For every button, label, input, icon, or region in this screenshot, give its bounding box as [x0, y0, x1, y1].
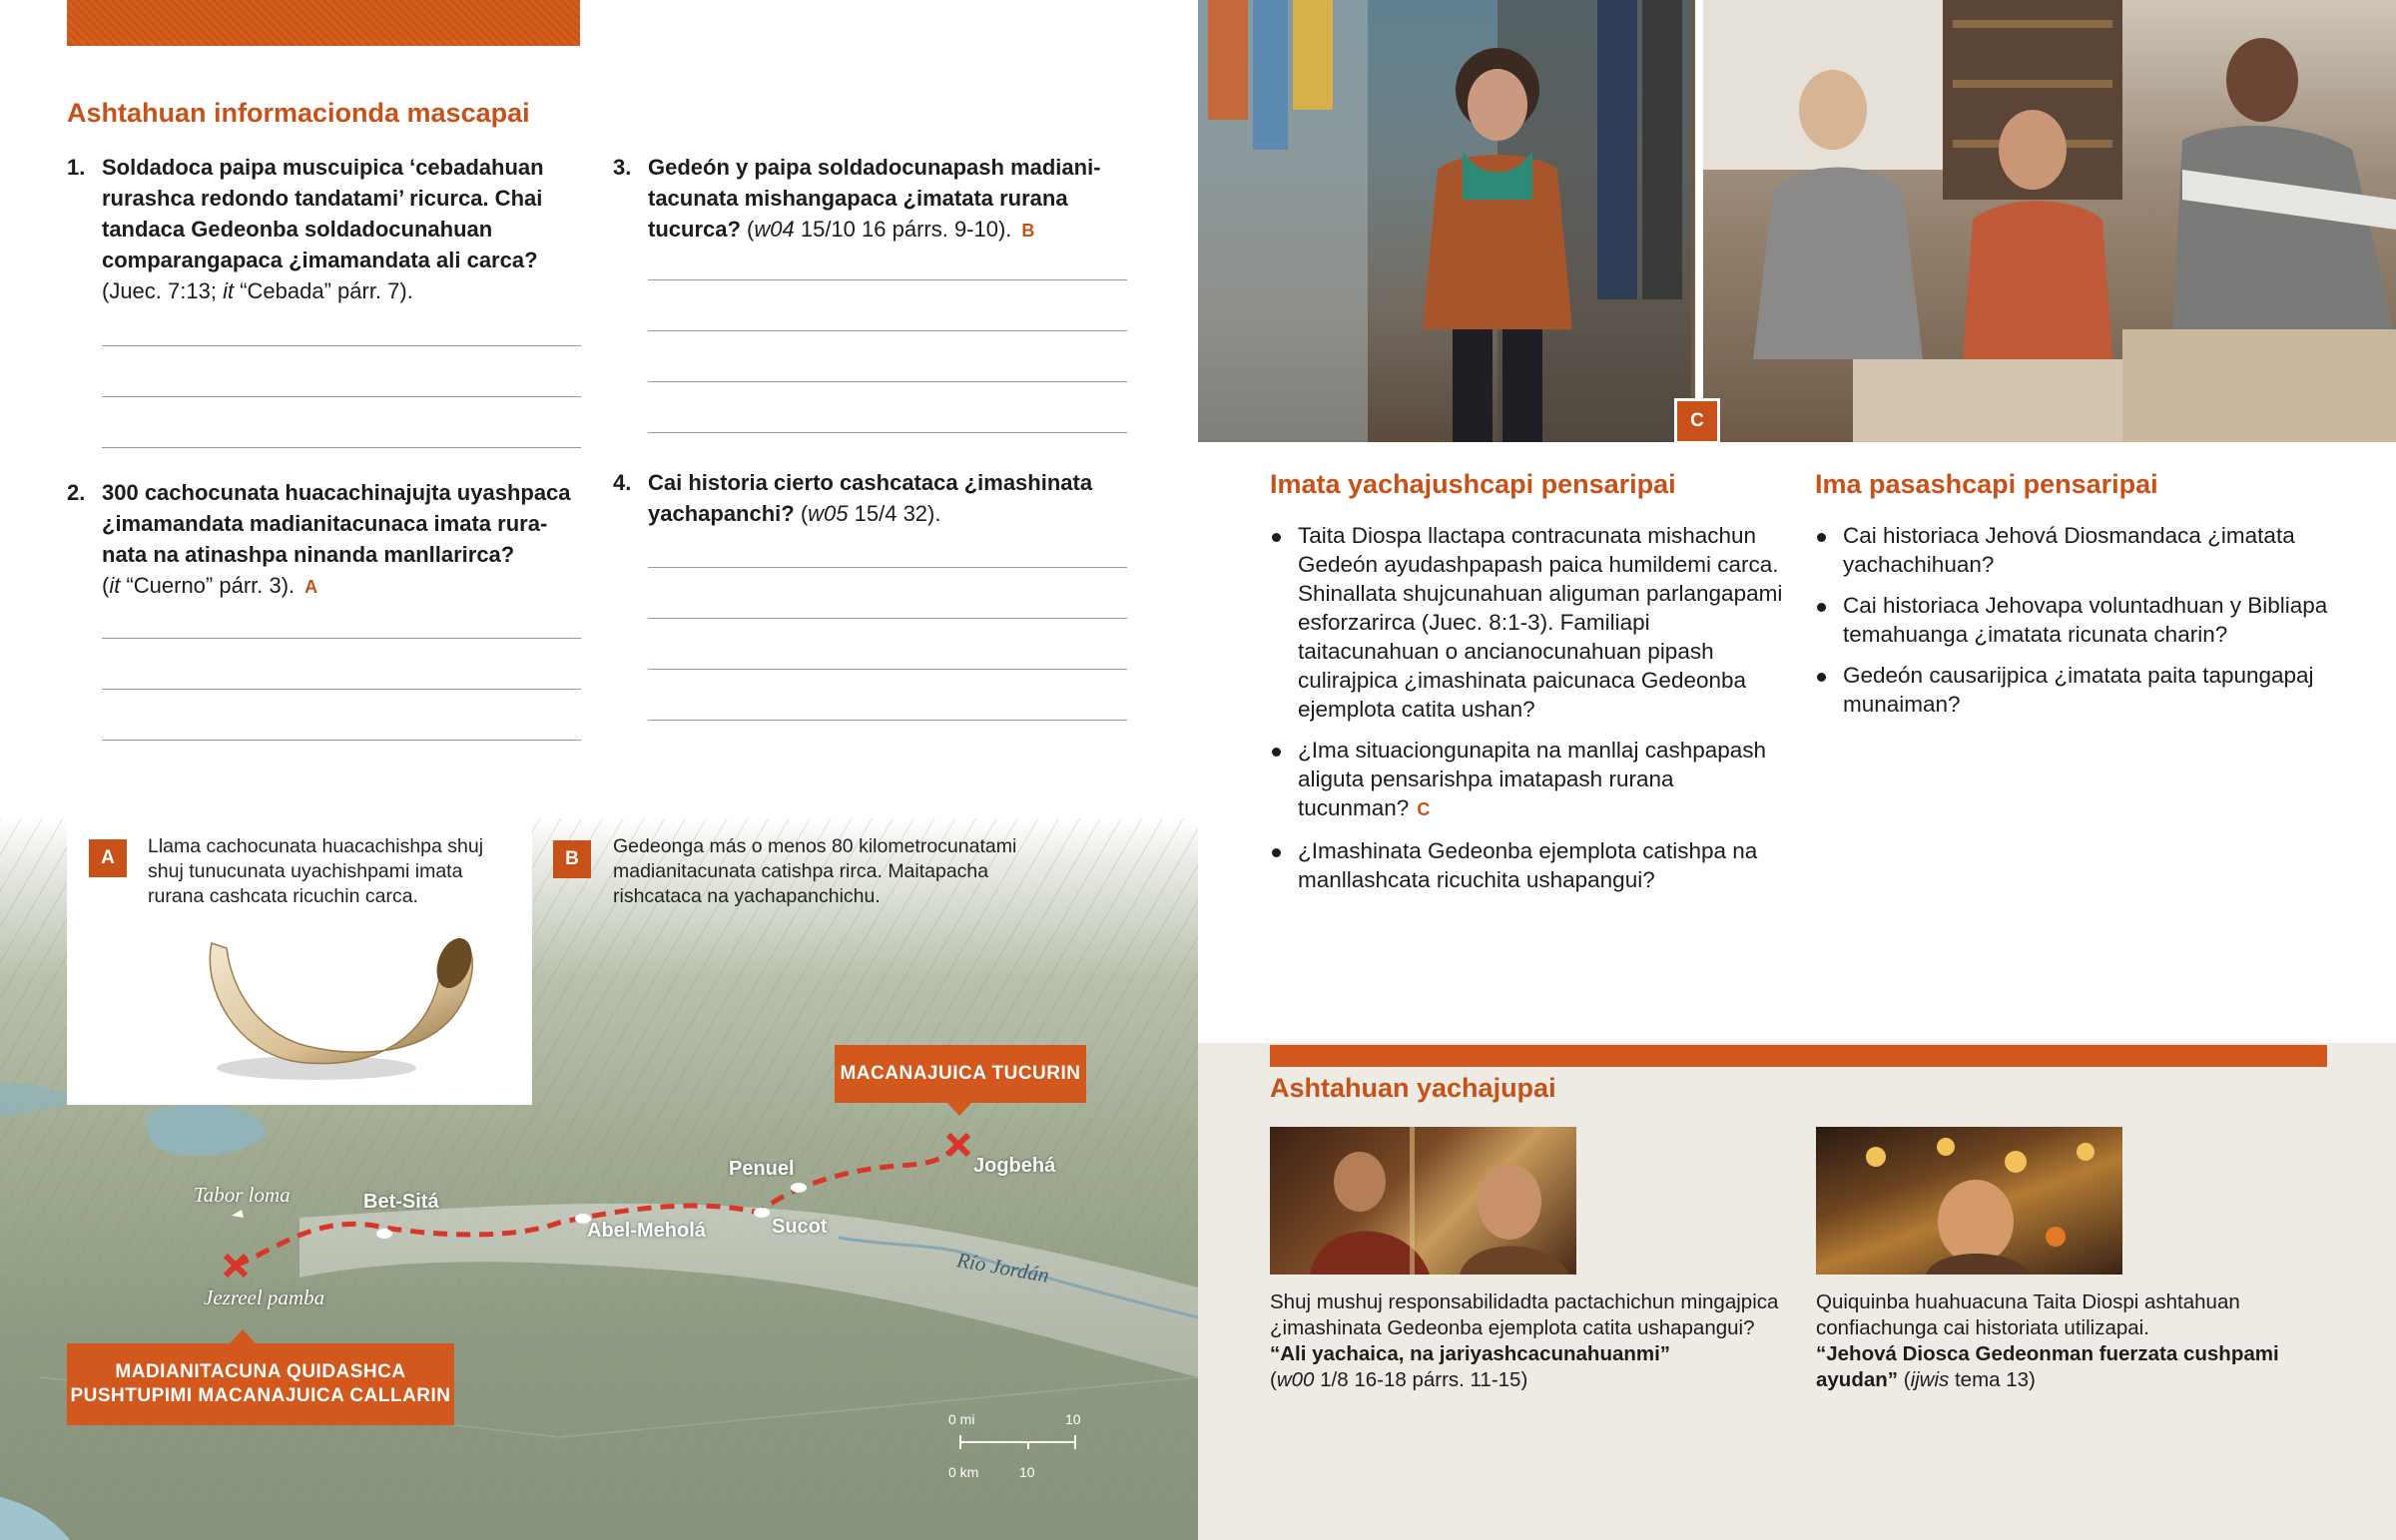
hallway-illustration	[1198, 0, 1691, 442]
banner-line-2: PUSHTUPIMI MACANAJUICA CALLARIN	[70, 1385, 451, 1406]
question-ref: (w04 15/10 16 párrs. 9-10).	[747, 217, 1012, 242]
penuel-marker	[791, 1183, 807, 1193]
caption-b-text: Gedeonga más o menos 80 kilometrocunatami madianitacunata catishpa rirca. Maitapacha rishcataca na yachapanchichu.	[613, 835, 1017, 907]
question-text: Cai historia cierto cashcataca ¿imashinata yachapanchi?	[648, 470, 1093, 526]
video-2-description: Quiquinba huahuacuna Taita Diospi ashtahuan confiachunga cai historiata utilizapai.	[1816, 1290, 2240, 1339]
video-thumbnail-2[interactable]	[1816, 1127, 2122, 1275]
scale-mi-ten: 10	[1065, 1411, 1081, 1427]
video-1-title-link[interactable]: “Ali yachaica, na jariyashcacunahuanmi”	[1270, 1342, 1671, 1365]
label-betsita: Bet-Sitá	[363, 1191, 439, 1213]
event-bullet: Gedeón causarijpica ¿imatata paita tapungapaj munaiman?	[1815, 661, 2334, 719]
answer-line[interactable]	[648, 618, 1127, 619]
shofar-horn-image	[197, 928, 496, 1088]
question-1	[67, 152, 581, 448]
label-jordan-river: Río Jordán	[954, 1248, 1051, 1287]
banner-pointer	[946, 1102, 972, 1118]
lesson-bullet: ¿Ima situaciongunapita na manllaj cashpapash aliguta pensarishpa imatapash rurana tucunman? C	[1270, 736, 1789, 824]
photo-badge-c: C	[1674, 398, 1720, 444]
classroom-photo-panel	[1703, 0, 2396, 442]
figure-ref-letter: C	[1417, 799, 1431, 819]
answer-line[interactable]	[648, 279, 1127, 280]
label-penuel: Penuel	[729, 1158, 795, 1180]
answer-line[interactable]	[648, 669, 1127, 670]
banner-pointer	[230, 1327, 256, 1343]
question-number: 1.	[67, 155, 86, 180]
classroom-illustration	[1703, 0, 2396, 442]
caption-a-text: Llama cachocunata huacachishpa shuj shuj tunucunata uyachishpami imata rurana cashcata ricuchin carca.	[148, 835, 484, 907]
video-2-title-line	[1816, 1341, 2335, 1393]
scale-km-ten: 10	[1019, 1464, 1035, 1480]
answer-line[interactable]	[648, 330, 1127, 331]
banner-battle-end: MACANAJUICA TUCURIN	[835, 1045, 1086, 1103]
hallway-photo-panel	[1198, 0, 1691, 442]
figure-ref-letter: A	[304, 577, 318, 597]
further-study-bar	[1270, 1045, 2327, 1067]
video-1-ref: (w00 1/8 16-18 párrs. 11-15)	[1270, 1368, 1528, 1391]
question-ref: (Juec. 7:13; it “Cebada” párr. 7).	[102, 278, 413, 303]
banner-battle-start	[67, 1343, 454, 1425]
lessons-list	[1270, 521, 1789, 906]
video-2-title-link[interactable]: “Jehová Diosca Gedeonman fuerzata cushpami ayudan”	[1816, 1342, 2279, 1391]
classroom-photo	[1198, 0, 2396, 442]
caption-letter-a: A	[89, 839, 127, 877]
lesson-bullet: Taita Diospa llactapa contracunata mishachun Gedeón ayudashpapash paica humildemi carca. Shinallata shujcunahuan aliguman parlangapami esforzarirca (Juec. 8:1-3). Familiapi taitacunahuan o ancianocunahuan pipash culirajpica ¿imashinata paicunaca Gedeonba ejemplota catita ushan?	[1270, 521, 1789, 724]
question-3	[613, 152, 1127, 433]
scale-km-zero: 0 km	[948, 1464, 979, 1480]
banner-line-1: MADIANITACUNA QUIDASHCA	[115, 1361, 406, 1382]
question-number: 3.	[613, 155, 632, 180]
event-bullet: Cai historiaca Jehová Diosmandaca ¿imatata yachachihuan?	[1815, 521, 2334, 579]
question-text: 300 cachocunata huacachinajujta uyashpaca ¿imamandata madianitacunaca imata ruranata na atinashpa ninanda manllarirca?	[102, 480, 571, 567]
section-title-further-study: Ashtahuan yachajupai	[1270, 1073, 1556, 1103]
label-sucot: Sucot	[772, 1216, 828, 1238]
answer-line[interactable]	[102, 689, 581, 690]
video-1-description: Shuj mushuj responsabilidadta pactachichun mingajpica ¿imashinata Gedeonba ejemplota catita ushapangui?	[1270, 1290, 1779, 1339]
answer-line[interactable]	[102, 447, 581, 448]
section-title-lessons: Imata yachajushcapi pensaripai	[1270, 469, 1676, 499]
betsita-marker	[376, 1229, 392, 1239]
answer-line[interactable]	[648, 381, 1127, 382]
caption-letter-b: B	[553, 840, 591, 878]
figure-ref-letter: B	[1021, 221, 1035, 241]
question-number: 4.	[613, 470, 632, 495]
question-2	[67, 477, 581, 741]
label-jogbeha: Jogbehá	[973, 1155, 1056, 1177]
answer-line[interactable]	[102, 396, 581, 397]
fabric-texture-strip	[67, 0, 580, 46]
sucot-marker	[754, 1208, 770, 1218]
answer-line[interactable]	[648, 720, 1127, 721]
answer-line[interactable]	[648, 432, 1127, 433]
question-number: 2.	[67, 480, 86, 505]
events-list	[1815, 521, 2334, 731]
question-text: Gedeón y paipa soldadocunapash madianitacunata mishangapaca ¿imatata rurana tucurca?	[648, 155, 1101, 242]
caption-a-box	[67, 818, 532, 1105]
label-tabor: Tabor loma	[194, 1183, 291, 1207]
thumbnail-art	[1816, 1127, 2122, 1275]
video-thumbnail-1[interactable]	[1270, 1127, 1576, 1275]
answer-line[interactable]	[102, 345, 581, 346]
lesson-bullet: ¿Imashinata Gedeonba ejemplota catishpa na manllashcata ricuchita ushapangui?	[1270, 836, 1789, 894]
question-ref: (w05 15/4 32).	[800, 501, 941, 526]
label-abel: Abel-Meholá	[587, 1220, 706, 1242]
answer-line[interactable]	[102, 638, 581, 639]
section-title-events: Ima pasashcapi pensaripai	[1815, 469, 2158, 499]
question-4	[613, 467, 1127, 721]
video-2-ref: (ijwis tema 13)	[1898, 1368, 2036, 1391]
section-title-more-info: Ashtahuan informacionda mascapai	[67, 98, 530, 128]
thumbnail-art	[1270, 1127, 1576, 1275]
question-ref: (it “Cuerno” párr. 3).	[102, 573, 296, 598]
scale-mi-zero: 0 mi	[948, 1411, 975, 1427]
video-1-text	[1270, 1289, 1789, 1393]
answer-line[interactable]	[102, 740, 581, 741]
photo-divider	[1695, 0, 1703, 442]
answer-line[interactable]	[648, 567, 1127, 568]
event-bullet: Cai historiaca Jehovapa voluntadhuan y Bibliapa temahuanga ¿imatata ricunata charin?	[1815, 591, 2334, 649]
question-text: Soldadoca paipa muscuipica ‘cebadahuan rurashca redondo tandatami’ ricurca. Chai tandaca Gedeonba soldadocunahuan comparangapaca ¿imamandata ali carca?	[102, 155, 544, 272]
label-jezreel: Jezreel pamba	[204, 1285, 325, 1309]
video-2-text	[1816, 1289, 2335, 1393]
